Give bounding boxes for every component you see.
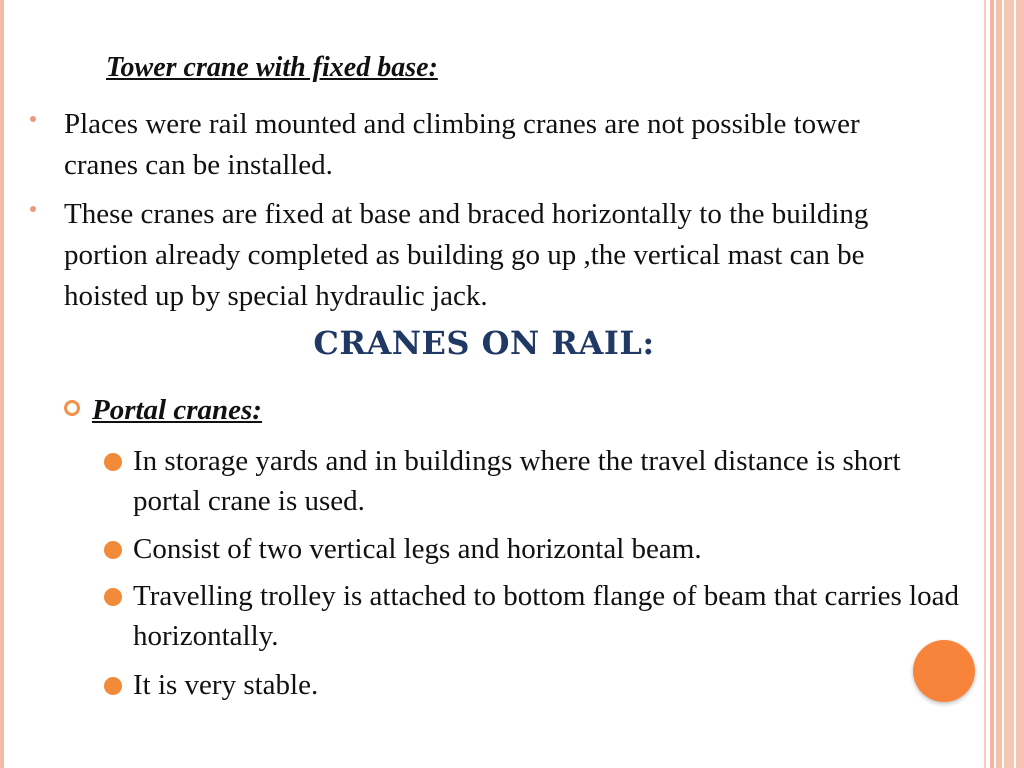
sub-bullet-label: Portal cranes: [92, 394, 262, 426]
point-text: It is very stable. [133, 669, 319, 701]
bullet-dot-icon [30, 206, 36, 212]
orange-bullet-icon [104, 541, 122, 559]
bullet-text: These cranes are fixed at base and braced horizontally to the building portion already completed as building go up ,the vertical mast can be hoisted up by special hydraulic jack. [64, 198, 869, 312]
subheading-tower-crane: Tower crane with fixed base: [106, 52, 438, 83]
orange-bullet-icon [104, 453, 122, 471]
stripe [996, 0, 1002, 768]
stripe [1004, 0, 1014, 768]
bullet-dot-icon [30, 116, 36, 122]
right-stripe-decoration [984, 0, 1024, 768]
stripe [1016, 0, 1024, 768]
point-text: Travelling trolley is attached to bottom flange of beam that carries load horizontally. [133, 580, 959, 652]
bullet-text: Places were rail mounted and climbing cranes are not possible tower cranes can be installed. [64, 108, 860, 181]
stripe [990, 0, 994, 768]
point-text: Consist of two vertical legs and horizontal beam. [133, 533, 702, 565]
decorative-circle-icon [913, 640, 975, 702]
left-border-decoration [0, 0, 4, 768]
stripe [984, 0, 986, 768]
orange-bullet-icon [104, 677, 122, 695]
point-text: In storage yards and in buildings where the travel distance is short portal crane is used. [133, 445, 901, 517]
orange-bullet-icon [104, 588, 122, 606]
ring-bullet-icon [64, 400, 80, 416]
section-title: CRANES ON RAIL: [313, 324, 655, 362]
